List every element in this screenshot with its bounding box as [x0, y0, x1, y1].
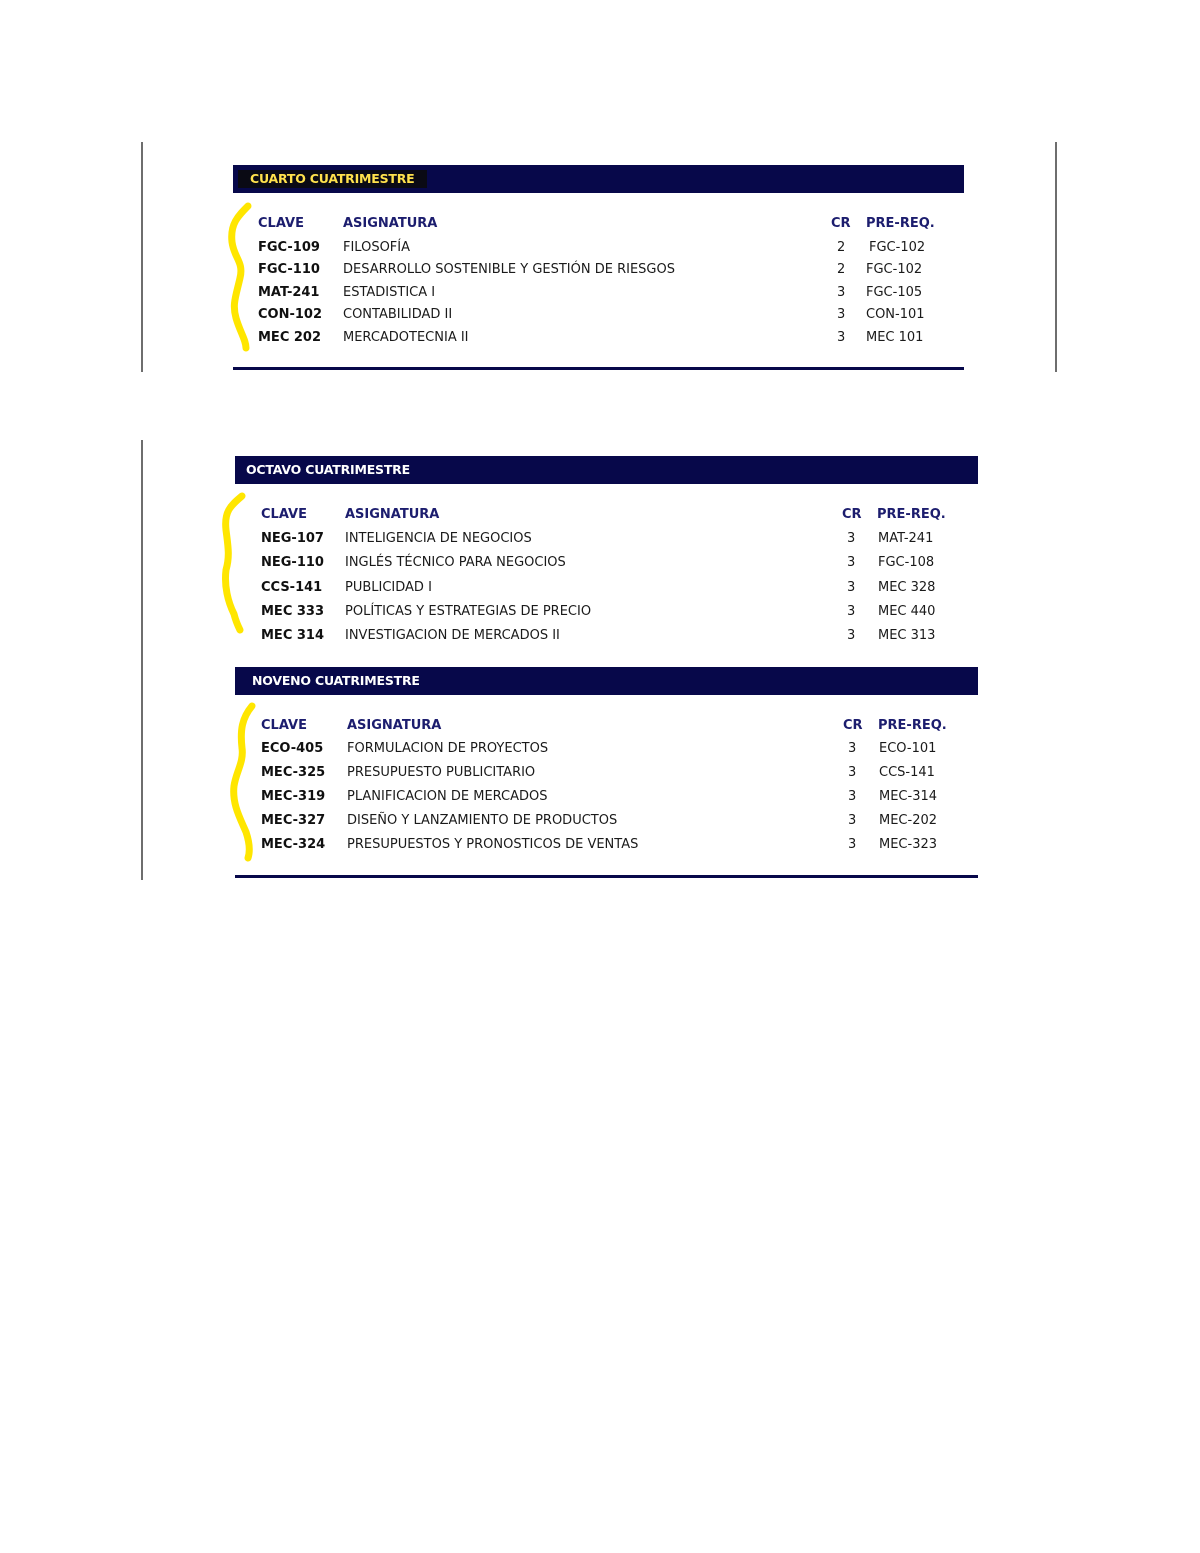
section-octavo — [235, 456, 978, 646]
row-asignatura: DISEÑO Y LANZAMIENTO DE PRODUCTOS — [347, 813, 618, 828]
table-row — [233, 284, 964, 302]
row-cr: 3 — [848, 765, 857, 780]
row-asignatura: DESARROLLO SOSTENIBLE Y GESTIÓN DE RIESGOS — [343, 262, 675, 277]
table-row — [233, 261, 964, 279]
row-clave: FGC-110 — [258, 262, 320, 277]
highlighter-mark-2 — [216, 490, 256, 640]
row-asignatura: PUBLICIDAD I — [345, 580, 432, 595]
section-cuarto — [233, 165, 964, 375]
col-clave: CLAVE — [261, 507, 307, 522]
col-prereq: PRE-REQ. — [866, 216, 935, 231]
row-asignatura: CONTABILIDAD II — [343, 307, 453, 322]
col-cr: CR — [842, 507, 862, 522]
row-prereq: MEC 440 — [878, 604, 936, 619]
section-bottom-rule — [233, 367, 964, 370]
row-cr: 3 — [847, 628, 856, 643]
col-asignatura: ASIGNATURA — [343, 216, 438, 231]
row-cr: 3 — [848, 741, 857, 756]
row-clave: MEC-324 — [261, 837, 326, 852]
row-cr: 3 — [847, 604, 856, 619]
row-prereq: CON-101 — [866, 307, 925, 322]
section-title-bar — [235, 667, 978, 695]
row-clave: FGC-109 — [258, 240, 320, 255]
row-cr: 2 — [837, 240, 846, 255]
table-row — [235, 579, 978, 597]
row-clave: MEC-327 — [261, 813, 326, 828]
section-title: OCTAVO CUATRIMESTRE — [246, 462, 410, 477]
table-header — [233, 215, 964, 233]
left-border-line-top — [141, 142, 143, 372]
row-clave: MEC-325 — [261, 765, 326, 780]
col-prereq: PRE-REQ. — [877, 507, 946, 522]
table-row — [235, 554, 978, 572]
table-row — [233, 306, 964, 324]
row-cr: 3 — [837, 330, 846, 345]
row-clave: ECO-405 — [261, 741, 324, 756]
row-clave: MEC-319 — [261, 789, 326, 804]
row-asignatura: PRESUPUESTO PUBLICITARIO — [347, 765, 536, 780]
row-cr: 3 — [837, 307, 846, 322]
table-row — [235, 812, 978, 830]
row-clave: NEG-107 — [261, 531, 324, 546]
row-asignatura: ESTADISTICA I — [343, 285, 436, 300]
row-cr: 3 — [848, 789, 857, 804]
row-asignatura: INVESTIGACION DE MERCADOS II — [345, 628, 560, 643]
col-cr: CR — [843, 718, 863, 733]
table-row — [235, 740, 978, 758]
row-prereq: MEC 328 — [878, 580, 936, 595]
table-header — [235, 506, 978, 524]
row-prereq: ECO-101 — [879, 741, 937, 756]
col-clave: CLAVE — [258, 216, 304, 231]
table-row — [235, 530, 978, 548]
row-cr: 3 — [837, 285, 846, 300]
row-clave: MAT-241 — [258, 285, 320, 300]
col-cr: CR — [831, 216, 851, 231]
table-row — [235, 627, 978, 645]
table-row — [235, 603, 978, 621]
col-prereq: PRE-REQ. — [878, 718, 947, 733]
row-prereq: CCS-141 — [879, 765, 935, 780]
row-cr: 2 — [837, 262, 846, 277]
row-asignatura: INGLÉS TÉCNICO PARA NEGOCIOS — [345, 555, 566, 570]
row-cr: 3 — [848, 813, 857, 828]
row-asignatura: POLÍTICAS Y ESTRATEGIAS DE PRECIO — [345, 604, 592, 619]
section-title-bar — [233, 165, 964, 193]
section-title: NOVENO CUATRIMESTRE — [252, 673, 420, 688]
col-clave: CLAVE — [261, 718, 307, 733]
row-prereq: FGC-108 — [878, 555, 935, 570]
right-border-line-top — [1055, 142, 1057, 372]
col-asignatura: ASIGNATURA — [347, 718, 442, 733]
row-prereq: FGC-102 — [866, 262, 923, 277]
row-prereq: MEC-202 — [879, 813, 938, 828]
row-prereq: MAT-241 — [878, 531, 934, 546]
row-asignatura: FORMULACION DE PROYECTOS — [347, 741, 549, 756]
row-asignatura: PRESUPUESTOS Y PRONOSTICOS DE VENTAS — [347, 837, 639, 852]
row-asignatura: MERCADOTECNIA II — [343, 330, 469, 345]
row-prereq: FGC-105 — [866, 285, 923, 300]
row-clave: NEG-110 — [261, 555, 324, 570]
left-border-line-bottom — [141, 440, 143, 880]
row-prereq: MEC-314 — [879, 789, 938, 804]
row-clave: CON-102 — [258, 307, 323, 322]
col-asignatura: ASIGNATURA — [345, 507, 440, 522]
row-asignatura: INTELIGENCIA DE NEGOCIOS — [345, 531, 532, 546]
row-asignatura: PLANIFICACION DE MERCADOS — [347, 789, 548, 804]
section-bottom-rule — [235, 875, 978, 878]
row-clave: MEC 202 — [258, 330, 322, 345]
row-cr: 3 — [848, 837, 857, 852]
row-cr: 3 — [847, 555, 856, 570]
table-row — [235, 788, 978, 806]
row-cr: 3 — [847, 580, 856, 595]
section-title: CUARTO CUATRIMESTRE — [238, 170, 427, 188]
row-prereq: MEC 313 — [878, 628, 936, 643]
row-cr: 3 — [847, 531, 856, 546]
row-prereq: MEC-323 — [879, 837, 938, 852]
row-clave: MEC 314 — [261, 628, 325, 643]
section-title-bar — [235, 456, 978, 484]
section-noveno — [235, 667, 978, 882]
table-row — [233, 239, 964, 257]
table-header — [235, 717, 978, 735]
table-row — [235, 764, 978, 782]
row-clave: MEC 333 — [261, 604, 325, 619]
highlighter-mark-3 — [224, 700, 264, 865]
table-row — [233, 329, 964, 347]
row-prereq: MEC 101 — [866, 330, 924, 345]
row-clave: CCS-141 — [261, 580, 323, 595]
table-row — [235, 836, 978, 854]
row-prereq: FGC-102 — [869, 240, 926, 255]
highlighter-mark-1 — [222, 200, 262, 355]
row-asignatura: FILOSOFÍA — [343, 240, 411, 255]
